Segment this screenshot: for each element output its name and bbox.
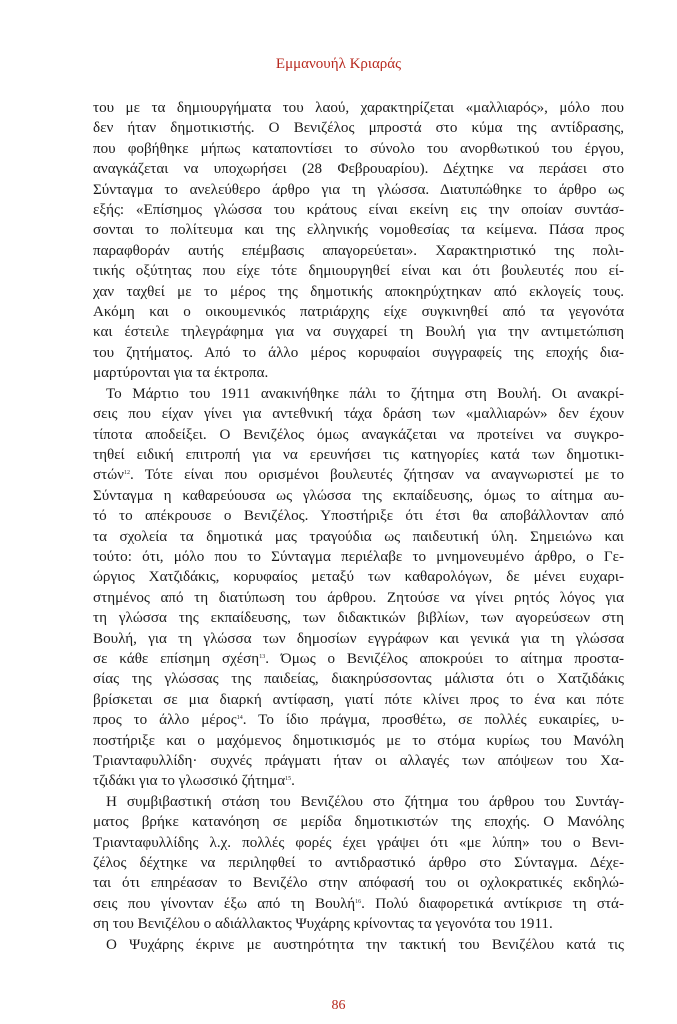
text-line: Τριανταφυλλίδη· συχνές πράγματι ήταν οι αλλαγές των απόψεων του Χα- (93, 753, 624, 769)
text-line: Η συμβιβαστική στάση του Βενιζέλου στο ζήτημα του άρθρου του Συντάγ- (106, 793, 624, 810)
footnote-ref: 12 (123, 470, 130, 477)
text-line: Ο Ψυχάρης έκρινε με αυστηρότητα την τακτική του Βενιζέλου κατά τις (106, 936, 624, 953)
footnote-ref: 13 (259, 653, 266, 660)
text-line: ώργιος Χατζιδάκις, κορυφαίος μεταξύ των καθαρολόγων, δε μένει ευχαρι- (93, 569, 624, 586)
text-run: . Όμως ο Βενιζέλος αποκρούει το αίτημα προστα- (265, 650, 625, 667)
text-run: στών (93, 467, 124, 484)
text-line: ματος βρήκε κατανόηση σε μερίδα δημοτικιστών της εποχής. Ο Μανόλης (93, 814, 624, 831)
text-line: τα σχολεία τα δημοτικά μας τραγούδια ως παιδευτική ύλη. Σημειώνω και (93, 528, 624, 545)
paragraph-2 (93, 384, 624, 792)
text-run: σε κάθε επίσημη σχέση (93, 650, 260, 667)
text-line: Ακόμη και ο οικουμενικός πατριάρχης είχε συγκινηθεί από τα γεγονότα (93, 304, 624, 321)
text-line: και έστειλε τηλεγράφημα για να συγχαρεί τη Βουλή για την αντιμετώπιση (93, 324, 624, 341)
text-line: τη γλώσσα της εκπαίδευσης, των διδακτικών βιβλίων, των αγορεύσεων στη (93, 610, 624, 627)
text-line (93, 771, 624, 791)
text-line: που φοβήθηκε μήπως καταποντίσει το σύνολο του ανορθωτικού του έργου, (93, 140, 624, 157)
text-run: . Το ίδιο πράγμα, προσθέτω, σε πολλές ευκαιρίες, υ- (242, 712, 624, 729)
text-line (93, 649, 624, 669)
text-run: . Τότε είναι που ορισμένοι βουλευτές ζήτησαν να αναγνωριστεί με το (129, 467, 624, 484)
text-line: ση του Βενιζέλου ο αδιάλλακτος Ψυχάρης κρίνοντας τα γεγονότα του 1911. (93, 916, 553, 933)
text-run: τζιδάκι για το γλωσσικό ζήτημα (93, 773, 286, 790)
text-run: . Πολύ διαφορετικά αντίκρισε τη στά- (361, 895, 624, 912)
page-number: 86 (331, 998, 346, 1013)
footnote-ref: 16 (355, 898, 362, 905)
running-header-author: Εμμανουήλ Κριαράς (275, 56, 402, 72)
text-line: του με τα δημιουργήματα του λαού, χαρακτηρίζεται «μαλλιαρός», μόλο που (93, 100, 624, 116)
text-line: τηθεί ειδική επιτροπή για να ερευνήσει τις κατηγορίες κατά των δημοτικι- (93, 446, 624, 463)
text-line: Το Μάρτιο του 1911 ανακινήθηκε πάλι το ζήτημα στη Βουλή. Οι ανακρί- (106, 385, 624, 402)
text-run: . (291, 773, 295, 790)
text-line: ποστήριξε και ο μαχόμενος δημοτικισμός με το στόμα κυρίως του Μανόλη (93, 732, 624, 749)
text-line: σίας της γλώσσας της παιδείας, διακηρύσσοντας μάλιστα ότι ο Χατζιδάκις (93, 671, 624, 688)
text-line: Σύνταγμα η καθαρεύουσα ως γλώσσα της εκπαίδευσης, όμως το αίτημα αυ- (93, 487, 624, 504)
text-line: παραφθοράν αυτής επέμβασις απαγορεύεται». Χαρακτηριστικό της πολι- (93, 242, 624, 259)
text-line (93, 894, 624, 914)
text-line (93, 465, 624, 485)
text-line: ται ότι επηρέασαν το Βενιζέλο στην απόφασή του οι οχλοκρατικές εκδηλώ- (93, 875, 624, 892)
text-line: εξής: «Επίσημος γλώσσα του κράτους είναι εκείνη εις την οποίαν συντάσ- (93, 202, 624, 219)
text-line: Τριανταφυλλίδης λ.χ. πολλές φορές έχει γράψει ότι «με λύπη» του ο Βενι- (93, 834, 624, 851)
text-line: σεις που είχαν γίνει για αντεθνική τάχα δράση των «μαλλιαρών» δεν έχουν (93, 406, 624, 423)
text-line (93, 710, 624, 730)
paragraph-4 (93, 935, 624, 955)
footnote-ref: 14 (236, 715, 243, 722)
text-line: αναγκάζεται να υποχωρήσει (28 Φεβρουαρίου). Δέχτηκε να περάσει στο (93, 161, 624, 178)
text-line: Σύνταγμα το ανελεύθερο άρθρο για τη γλώσσα. Διατυπώθηκε το άρθρο ως (93, 181, 624, 198)
text-run: προς το άλλο μέρος (93, 712, 237, 729)
text-line: του ζητήματος. Από το άλλο μέρος κορυφαίοι συγγραφείς της εποχής δια- (93, 344, 624, 361)
text-line: δεν ήταν δημοτικιστής. Ο Βενιζέλος μπροστά στο κύμα της αντίδρασης, (93, 120, 624, 137)
text-line: τούτο: ότι, μόλο που το Σύνταγμα περιέλαβε το μνημονευμένο άρθρο, ο Γε- (93, 548, 624, 565)
text-run: σεις που γίνονταν έξω από τη Βουλή (93, 895, 356, 912)
text-line: βρίσκεται σε μια διαρκή αντίφαση, γιατί πότε κλίνει προς το ένα και πότε (93, 691, 624, 708)
text-line: Βουλή, για τη γλώσσα των δημοσίων εγγράφων και γενικά για τη γλώσσα (93, 630, 624, 647)
text-line: τίποτα αποδείξει. Ο Βενιζέλος όμως αναγκάζεται να προτείνει να συγκρο- (93, 426, 624, 443)
text-line: χαν ταχθεί με το μέρος της δημοτικής αποκηρύχτηκαν από εκλογείς τους. (93, 283, 624, 300)
text-line: στημένος από τη διατύπωση του άρθρου. Ζητούσε να γίνει ρητός λόγος για (93, 589, 624, 606)
text-line: τικής οξύτητας που είχε τότε δημιουργηθεί είναι και ότι βουλευτές που εί- (93, 263, 624, 280)
text-line: ζέλος δέχτηκε να περιληφθεί το αντιδραστικό άρθρο στο Σύνταγμα. Δέχε- (93, 855, 624, 872)
text-line: μαρτύρονται για τα έκτροπα. (93, 365, 269, 382)
text-line: τό το απέκρουσε ο Βενιζέλος. Υποστήριξε ότι έτσι θα αποβάλλονταν από (93, 508, 624, 525)
text-line: σονται το πολίτευμα και της ελληνικής νομοθεσίας τα κείμενα. Πάσα προς (93, 222, 624, 239)
footnote-ref: 15 (285, 776, 292, 783)
paragraph-1 (93, 98, 624, 384)
paragraph-3 (93, 792, 624, 935)
body-text (93, 98, 624, 955)
